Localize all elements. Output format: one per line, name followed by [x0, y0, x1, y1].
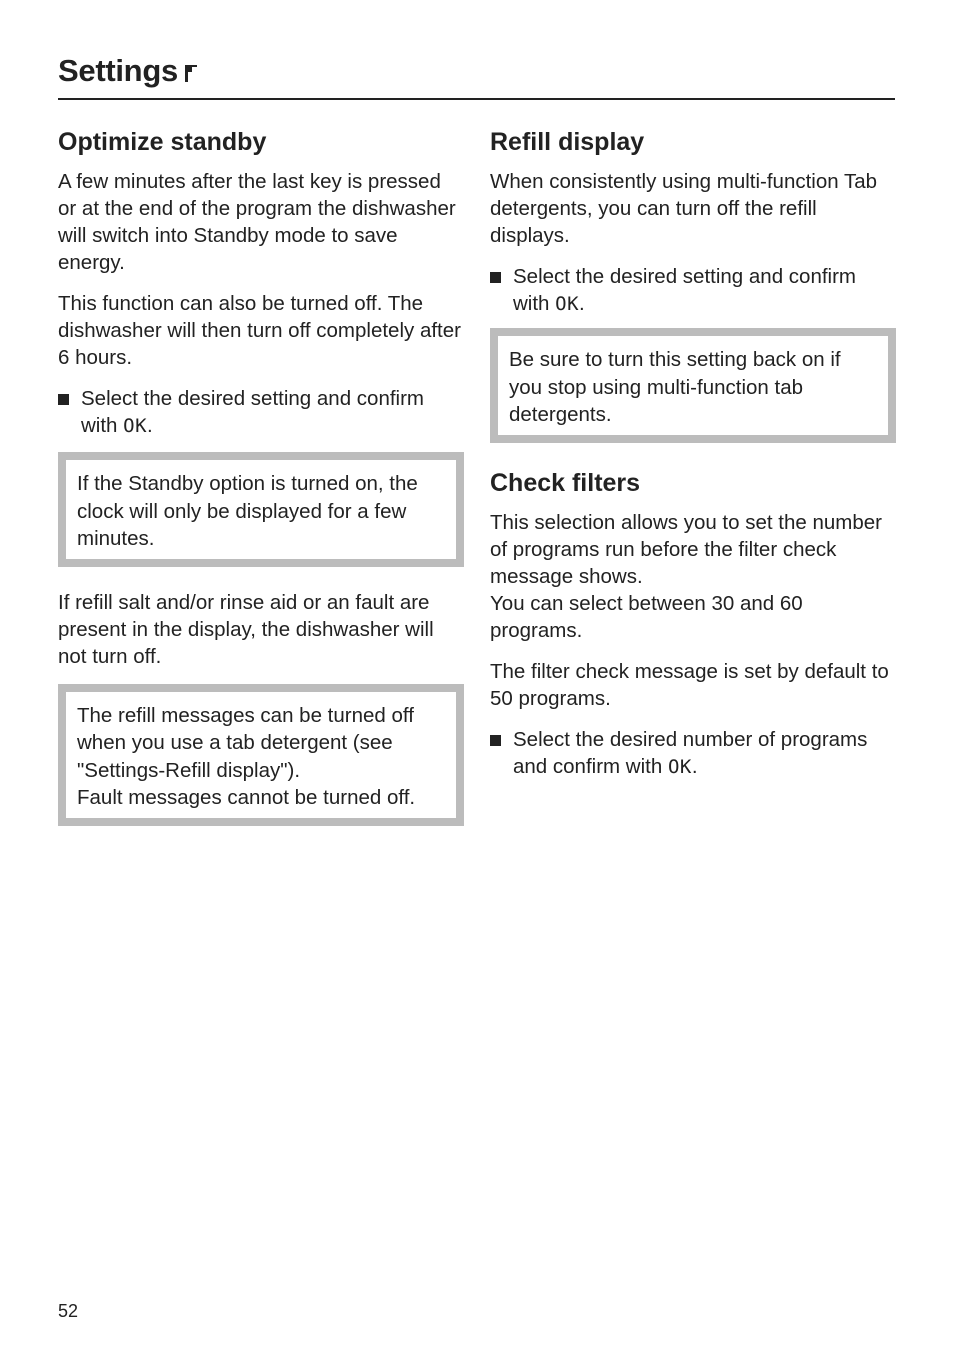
page-number: 52	[58, 1301, 79, 1321]
bullet-square-icon	[58, 394, 69, 405]
right-column	[490, 126, 896, 791]
instruction-text: Select the desired setting and confirm with	[513, 265, 856, 315]
note-text: If the Standby option is turned on, the clock will only be displayed for a few minutes.	[77, 472, 418, 550]
filters-instruction	[490, 726, 896, 781]
refill-paragraph-1: When consistently using multi-function Tab detergents, you can turn off the refill displays.	[490, 170, 878, 247]
instruction-end: .	[691, 754, 698, 778]
bullet-square-icon	[490, 272, 501, 283]
filters-paragraph-1-line-2: You can select between 30 and 60 programs.	[490, 591, 803, 642]
note-box-refill-messages	[58, 684, 464, 826]
optimize-paragraph-3: If refill salt and/or rinse aid or an fault are present in the display, the dishwasher will not turn off.	[58, 590, 434, 668]
filters-paragraph-1	[490, 509, 896, 644]
instruction-end: .	[147, 414, 153, 437]
note-box-refill	[490, 328, 896, 443]
instruction-end: .	[579, 292, 585, 315]
page-title: Settings	[58, 53, 178, 88]
settings-flag-icon	[184, 63, 198, 83]
instruction-text: Select the desired number of programs and confirm with	[513, 727, 868, 778]
instruction-text: Select the desired setting and confirm with	[81, 387, 424, 437]
optimize-paragraph-1: A few minutes after the last key is pressed or at the end of the program the dishwasher will switch into Standby mode to save energy.	[58, 170, 456, 274]
section-heading-refill-display: Refill display	[490, 128, 645, 156]
note-text-line-1: The refill messages can be turned off when you use a tab detergent (see "Settings-Refill display").	[77, 703, 414, 782]
filters-paragraph-1-line-1: This selection allows you to set the number of programs run before the filter check message shows.	[490, 510, 882, 588]
refill-instruction	[490, 263, 896, 318]
note-text-line-2: Fault messages cannot be turned off.	[77, 786, 416, 809]
page-header	[58, 52, 895, 100]
bullet-square-icon	[490, 735, 501, 746]
note-box-standby	[58, 452, 464, 567]
ok-key-symbol: OK	[123, 415, 148, 437]
ok-key-symbol: OK	[667, 755, 692, 778]
optimize-paragraph-2: This function can also be turned off. The dishwasher will then turn off completely after 6 hours.	[58, 292, 461, 369]
ok-key-symbol: OK	[555, 293, 580, 315]
section-heading-optimize-standby: Optimize standby	[58, 128, 267, 156]
optimize-instruction	[58, 385, 464, 440]
filters-paragraph-2: The filter check message is set by default to 50 programs.	[490, 659, 889, 710]
note-text: Be sure to turn this setting back on if you stop using multi-function tab detergents.	[509, 348, 841, 426]
left-column	[58, 126, 464, 848]
section-heading-check-filters: Check filters	[490, 468, 641, 497]
